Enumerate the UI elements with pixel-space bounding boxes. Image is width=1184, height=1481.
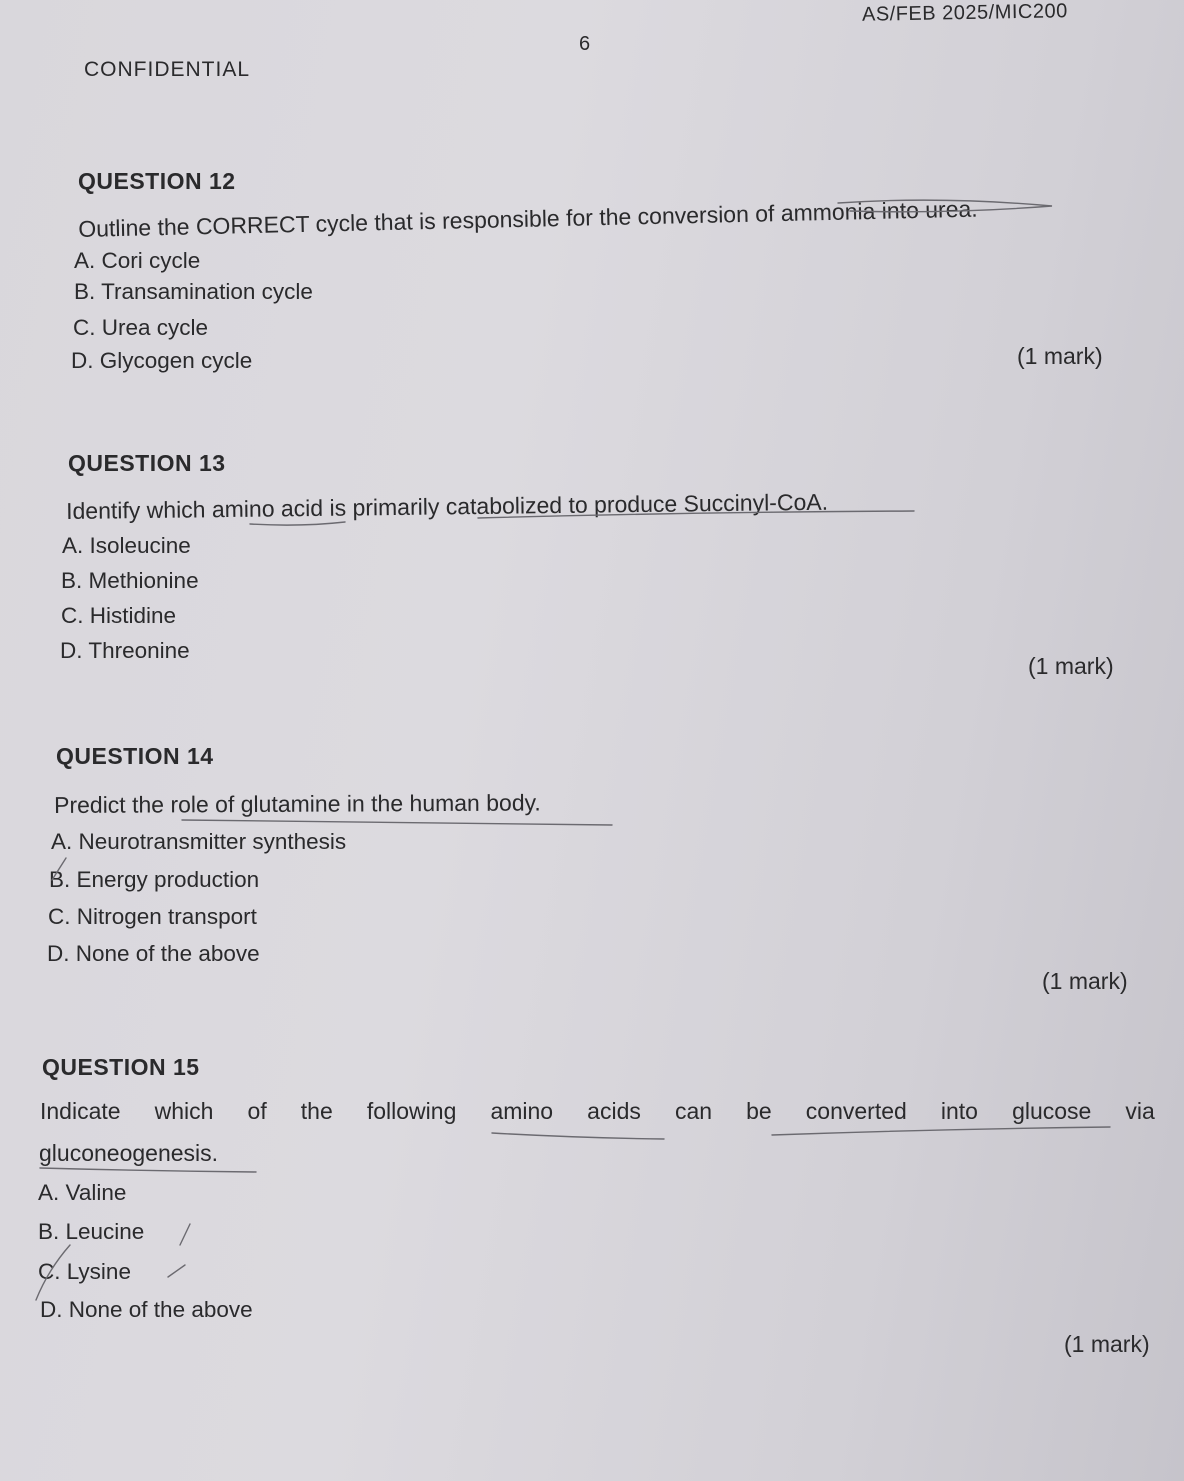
confidential-label: CONFIDENTIAL [84,58,251,81]
question-12-text: Outline the CORRECT cycle that is responsible for the conversion of ammonia into urea. [78,195,978,242]
question-14-option-a: A. Neurotransmitter synthesis [51,829,347,854]
question-12-option-c: C. Urea cycle [73,315,209,340]
question-15-text-line-1 [40,1098,1155,1125]
question-12-option-d: D. Glycogen cycle [71,348,253,373]
question-13-mark: (1 mark) [1028,653,1114,679]
question-15-word: into [940,1098,978,1124]
question-15-word: which [154,1098,214,1124]
question-14-title: QUESTION 14 [56,743,214,769]
question-13-title: QUESTION 13 [68,450,226,476]
question-15-title: QUESTION 15 [42,1054,200,1080]
question-12-option-a: A. Cori cycle [74,248,201,273]
question-15-option-c: C. Lysine [38,1259,131,1284]
question-15-word: can [674,1098,713,1124]
question-15-word: amino [490,1098,554,1124]
question-15-option-b: B. Leucine [38,1219,145,1244]
underline-converted-into-glucose [772,1127,1110,1135]
question-15-word: of [247,1098,267,1124]
question-15-word: following [366,1098,457,1124]
underline-gluconeogenesis [40,1168,256,1172]
underline-amino-acids [492,1133,664,1139]
question-15-word: be [746,1098,772,1124]
question-13-option-b: B. Methionine [61,568,199,593]
question-15-word: via [1125,1098,1155,1124]
question-13-option-a: A. Isoleucine [62,533,191,558]
question-14-text: Predict the role of glutamine in the human body. [54,789,541,818]
question-15-word: glucose [1012,1098,1092,1124]
question-15-word: acids [587,1098,641,1124]
underline-role-of-glutamine [182,820,612,825]
question-15-text-line-2: gluconeogenesis. [39,1140,219,1166]
question-15-option-d: D. None of the above [40,1297,253,1322]
tick-mark-lysine [168,1265,185,1277]
question-13-option-d: D. Threonine [60,638,190,663]
question-15-word: Indicate [40,1098,121,1124]
course-code-header: AS/FEB 2025/MIC200 [861,0,1068,26]
question-13-text: Identify which amino acid is primarily catabolized to produce Succinyl-CoA. [66,488,829,524]
question-15-mark: (1 mark) [1064,1331,1150,1357]
question-15-word: the [300,1098,333,1124]
question-12-option-b: B. Transamination cycle [74,279,313,304]
question-14-option-d: D. None of the above [47,941,260,966]
question-15-word: converted [805,1098,907,1124]
question-14-option-b: B. Energy production [49,867,260,892]
tick-mark-leucine [180,1224,190,1245]
question-13-option-c: C. Histidine [61,603,177,628]
question-15-option-a: A. Valine [38,1180,127,1205]
question-12-title: QUESTION 12 [78,168,236,194]
page-number: 6 [579,33,591,55]
question-12-mark: (1 mark) [1017,343,1103,369]
question-14-mark: (1 mark) [1042,968,1128,994]
question-14-option-c: C. Nitrogen transport [48,904,257,929]
